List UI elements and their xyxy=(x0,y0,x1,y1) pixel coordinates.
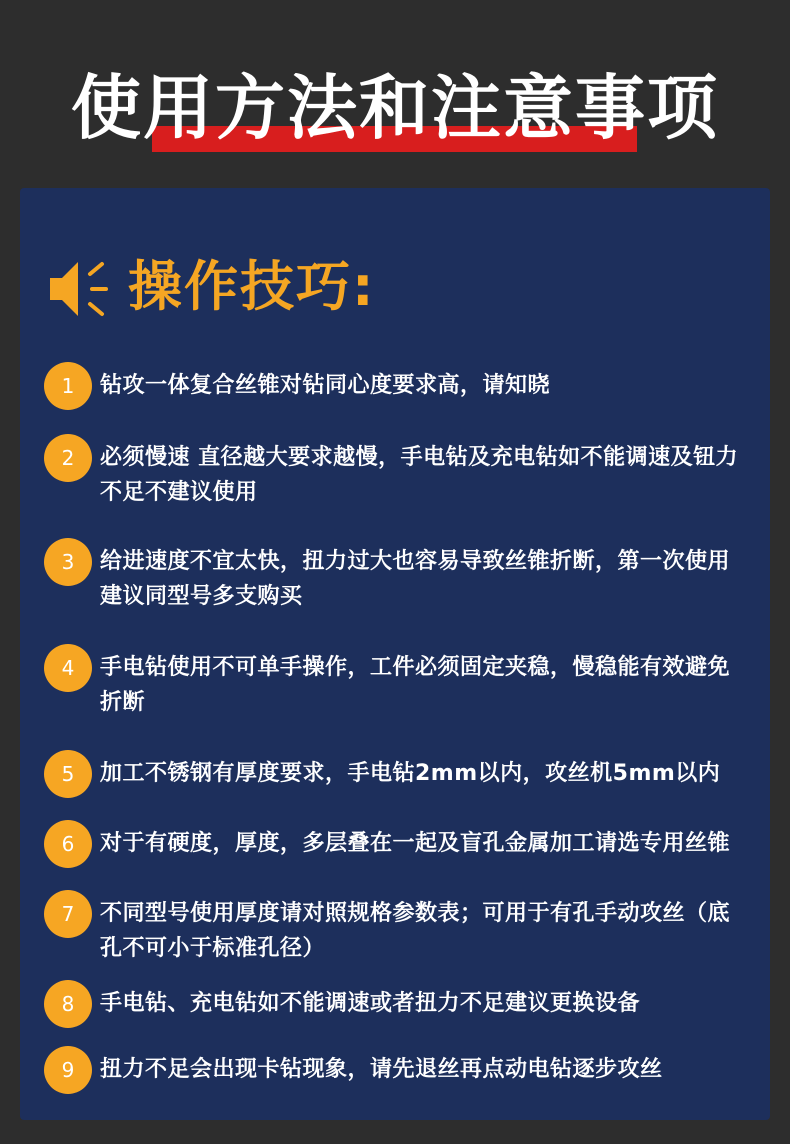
list-item-text: 不同型号使用厚度请对照规格参数表；可用于有孔手动攻丝（底孔不可小于标准孔径） xyxy=(100,901,731,961)
number-badge: 6 xyxy=(44,820,92,868)
speaker-icon xyxy=(44,254,114,324)
list-item-text: 给进速度不宜太快，扭力过大也容易导致丝锥折断，第一次使用建议同型号多支购买 xyxy=(100,549,731,609)
list-item-text: 手电钻、充电钻如不能调速或者扭力不足建议更换设备 xyxy=(100,991,641,1016)
number-badge: 3 xyxy=(44,538,92,586)
list-item-text: 扭力不足会出现卡钻现象，请先退丝再点动电钻逐步攻丝 xyxy=(100,1057,663,1082)
number-badge: 1 xyxy=(44,362,92,410)
section-header xyxy=(44,250,544,326)
section-title: 操作技巧: xyxy=(128,255,376,318)
list-item-text: 对于有硬度，厚度，多层叠在一起及盲孔金属加工请选专用丝锥 xyxy=(100,831,731,856)
number-badge: 8 xyxy=(44,980,92,1028)
number-badge: 2 xyxy=(44,434,92,482)
list-item-text: 加工不锈钢有厚度要求，手电钻2mm以内，攻丝机5mm以内 xyxy=(100,761,721,786)
list-item-text: 钻攻一体复合丝锥对钻同心度要求高，请知晓 xyxy=(100,373,551,398)
number-badge: 7 xyxy=(44,890,92,938)
number-badge: 9 xyxy=(44,1046,92,1094)
page-title: 使用方法和注意事项 xyxy=(71,67,719,149)
list-item-text: 手电钻使用不可单手操作，工件必须固定夹稳，慢稳能有效避免折断 xyxy=(100,655,731,715)
list-item-text: 必须慢速 直径越大要求越慢，手电钻及充电钻如不能调速及钮力不足不建议使用 xyxy=(100,445,739,505)
number-badge: 5 xyxy=(44,750,92,798)
number-badge: 4 xyxy=(44,644,92,692)
